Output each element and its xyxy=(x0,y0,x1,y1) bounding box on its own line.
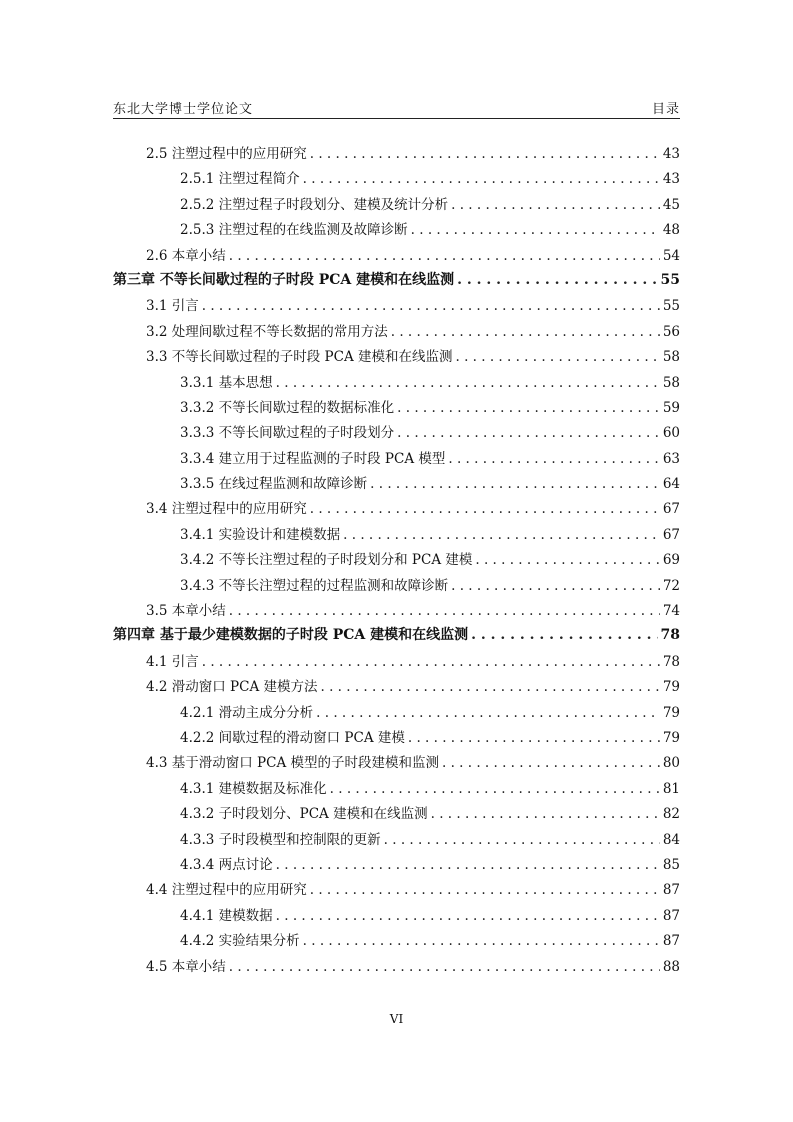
toc-entry[interactable] xyxy=(113,548,680,573)
dot-leader xyxy=(471,627,657,643)
page-header xyxy=(113,96,680,119)
toc-entry[interactable] xyxy=(113,294,680,319)
toc-entry-page: 84 xyxy=(662,831,680,848)
toc-entry[interactable] xyxy=(113,726,680,751)
toc-entry-title: 4.2.1 滑动主成分分析 xyxy=(180,704,314,721)
toc-entry[interactable] xyxy=(113,955,680,980)
toc-entry-title: 4.3.2 子时段划分、PCA 建模和在线监测 xyxy=(180,806,428,823)
toc-entry[interactable] xyxy=(113,929,680,954)
toc-entry[interactable] xyxy=(113,523,680,548)
toc-entry-page: 79 xyxy=(662,704,680,721)
dot-leader xyxy=(475,552,659,568)
dot-leader xyxy=(229,248,660,264)
dot-leader xyxy=(310,882,660,898)
toc-entry-page: 43 xyxy=(662,171,680,188)
toc-entry[interactable] xyxy=(113,371,680,396)
dot-leader xyxy=(391,324,660,340)
dot-leader xyxy=(442,755,660,771)
toc-entry-title: 3.4 注塑过程中的应用研究 xyxy=(146,501,307,518)
toc-entry[interactable] xyxy=(113,218,680,243)
dot-leader xyxy=(397,400,660,416)
toc-entry-page: 87 xyxy=(662,882,680,899)
toc-entry[interactable] xyxy=(113,320,680,345)
dot-leader xyxy=(456,349,660,365)
section-title: 目录 xyxy=(651,102,680,117)
toc-entry-title: 3.3.1 基本思想 xyxy=(180,374,273,391)
toc-entry[interactable] xyxy=(113,574,680,599)
dot-leader xyxy=(276,908,660,924)
toc-entry[interactable] xyxy=(113,828,680,853)
dot-leader xyxy=(316,705,660,721)
toc-entry-title: 3.3.2 不等长间歇过程的数据标准化 xyxy=(180,399,395,416)
toc-entry-page: 81 xyxy=(662,780,680,797)
toc-entry-page: 67 xyxy=(662,526,680,543)
toc-entry-title: 3.4.2 不等长注塑过程的子时段划分和 PCA 建模 xyxy=(180,552,473,569)
dot-leader xyxy=(330,781,660,797)
toc-entry-page: 74 xyxy=(662,603,680,620)
dot-leader xyxy=(303,171,660,187)
toc-entry[interactable] xyxy=(113,853,680,878)
toc-entry-title: 4.3 基于滑动窗口 PCA 模型的子时段建模和监测 xyxy=(146,755,440,772)
toc-entry-title: 3.3.4 建立用于过程监测的子时段 PCA 模型 xyxy=(180,450,446,467)
page-number: VI xyxy=(389,1012,404,1026)
toc-entry[interactable] xyxy=(113,599,680,624)
toc-entry-title: 2.5.1 注塑过程简介 xyxy=(180,171,300,188)
toc-entry-title: 4.5 本章小结 xyxy=(146,958,226,975)
dot-leader xyxy=(408,730,660,746)
dot-leader xyxy=(276,375,660,391)
toc-entry-page: 78 xyxy=(662,653,680,670)
toc-entry-page: 43 xyxy=(662,146,680,162)
toc-entry-page: 59 xyxy=(662,399,680,416)
toc-entry[interactable] xyxy=(113,878,680,903)
toc-entry-page: 60 xyxy=(662,425,680,442)
dot-leader xyxy=(276,857,660,873)
table-of-contents xyxy=(113,142,680,980)
toc-entry-title: 4.3.1 建模数据及标准化 xyxy=(180,780,327,797)
toc-entry[interactable] xyxy=(113,701,680,726)
toc-entry[interactable] xyxy=(113,167,680,192)
toc-entry-title: 3.3 不等长间歇过程的子时段 PCA 建模和在线监测 xyxy=(146,349,453,366)
toc-entry[interactable] xyxy=(113,447,680,472)
toc-entry-page: 55 xyxy=(660,271,680,288)
dot-leader xyxy=(321,679,660,695)
toc-entry-title: 4.4 注塑过程中的应用研究 xyxy=(146,882,307,899)
toc-entry[interactable] xyxy=(113,777,680,802)
toc-entry-page: 63 xyxy=(662,450,680,467)
dot-leader xyxy=(343,527,660,543)
toc-entry[interactable] xyxy=(113,421,680,446)
toc-entry[interactable] xyxy=(113,345,680,370)
toc-entry-title: 3.2 处理间歇过程不等长数据的常用方法 xyxy=(146,323,388,340)
toc-entry-title: 2.6 本章小结 xyxy=(146,247,226,264)
toc-entry-page: 45 xyxy=(662,196,680,213)
toc-entry-title: 2.5.2 注塑过程子时段划分、建模及统计分析 xyxy=(180,196,449,213)
toc-entry-page: 64 xyxy=(662,476,680,493)
toc-entry-page: 79 xyxy=(662,729,680,746)
toc-entry[interactable] xyxy=(113,802,680,827)
dot-leader xyxy=(202,298,660,314)
toc-entry-page: 78 xyxy=(660,627,680,644)
toc-entry-page: 56 xyxy=(662,323,680,340)
toc-entry-title: 4.1 引言 xyxy=(146,653,199,670)
dot-leader xyxy=(451,578,660,594)
dot-leader xyxy=(397,425,660,441)
toc-entry-page: 88 xyxy=(662,958,680,975)
toc-entry-title: 4.3.3 子时段模型和控制限的更新 xyxy=(180,831,381,848)
dot-leader xyxy=(202,654,660,670)
dot-leader xyxy=(451,197,660,213)
dot-leader xyxy=(431,806,660,822)
toc-entry-title: 3.5 本章小结 xyxy=(146,603,226,620)
toc-entry[interactable] xyxy=(113,624,680,649)
toc-entry-title: 3.3.5 在线过程监测和故障诊断 xyxy=(180,476,368,493)
toc-entry-title: 3.4.3 不等长注塑过程的过程监测和故障诊断 xyxy=(180,577,449,594)
toc-entry-title: 4.4.1 建模数据 xyxy=(180,907,273,924)
toc-entry-page: 79 xyxy=(662,679,680,696)
toc-entry-title: 4.3.4 两点讨论 xyxy=(180,856,273,873)
toc-entry[interactable] xyxy=(113,751,680,776)
toc-entry-page: 67 xyxy=(662,501,680,518)
toc-entry-page: 58 xyxy=(662,349,680,366)
toc-entry-title: 4.2 滑动窗口 PCA 建模方法 xyxy=(146,679,318,696)
dot-leader xyxy=(303,933,660,949)
toc-entry-page: 72 xyxy=(662,577,680,594)
toc-entry[interactable] xyxy=(113,472,680,497)
toc-entry[interactable] xyxy=(113,244,680,269)
toc-entry-page: 48 xyxy=(662,222,680,239)
dot-leader xyxy=(310,501,660,517)
toc-entry[interactable] xyxy=(113,142,680,167)
dot-leader xyxy=(229,603,660,619)
toc-entry[interactable] xyxy=(113,497,680,522)
toc-entry[interactable] xyxy=(113,675,680,700)
toc-entry-page: 55 xyxy=(662,298,680,315)
toc-entry-page: 54 xyxy=(662,247,680,264)
dot-leader xyxy=(448,451,659,467)
toc-entry-page: 58 xyxy=(662,374,680,391)
toc-entry-title: 2.5.3 注塑过程的在线监测及故障诊断 xyxy=(180,222,408,239)
toc-entry-page: 85 xyxy=(662,856,680,873)
dot-leader xyxy=(411,222,660,238)
toc-entry[interactable] xyxy=(113,193,680,218)
toc-entry-page: 82 xyxy=(662,806,680,823)
toc-entry-page: 80 xyxy=(662,755,680,772)
toc-entry-page: 69 xyxy=(662,552,680,569)
toc-entry-title: 4.4.2 实验结果分析 xyxy=(180,933,300,950)
toc-entry[interactable] xyxy=(113,904,680,929)
dot-leader xyxy=(229,959,660,975)
toc-entry-title: 3.4.1 实验设计和建模数据 xyxy=(180,526,341,543)
dot-leader xyxy=(310,146,660,162)
toc-entry-title: 3.1 引言 xyxy=(146,298,199,315)
toc-entry-title: 2.5 注塑过程中的应用研究 xyxy=(146,146,307,162)
toc-entry[interactable] xyxy=(113,396,680,421)
toc-entry-page: 87 xyxy=(662,933,680,950)
dot-leader xyxy=(384,832,660,848)
toc-entry-title: 4.2.2 间歇过程的滑动窗口 PCA 建模 xyxy=(180,729,405,746)
toc-entry-page: 87 xyxy=(662,907,680,924)
toc-entry[interactable] xyxy=(113,269,680,294)
thesis-title: 东北大学博士学位论文 xyxy=(113,102,254,117)
toc-entry[interactable] xyxy=(113,650,680,675)
dot-leader xyxy=(457,272,657,288)
dot-leader xyxy=(370,476,660,492)
toc-entry-title: 第四章 基于最少建模数据的子时段 PCA 建模和在线监测 xyxy=(113,627,469,644)
toc-entry-title: 第三章 不等长间歇过程的子时段 PCA 建模和在线监测 xyxy=(113,271,455,288)
toc-entry-title: 3.3.3 不等长间歇过程的子时段划分 xyxy=(180,425,395,442)
